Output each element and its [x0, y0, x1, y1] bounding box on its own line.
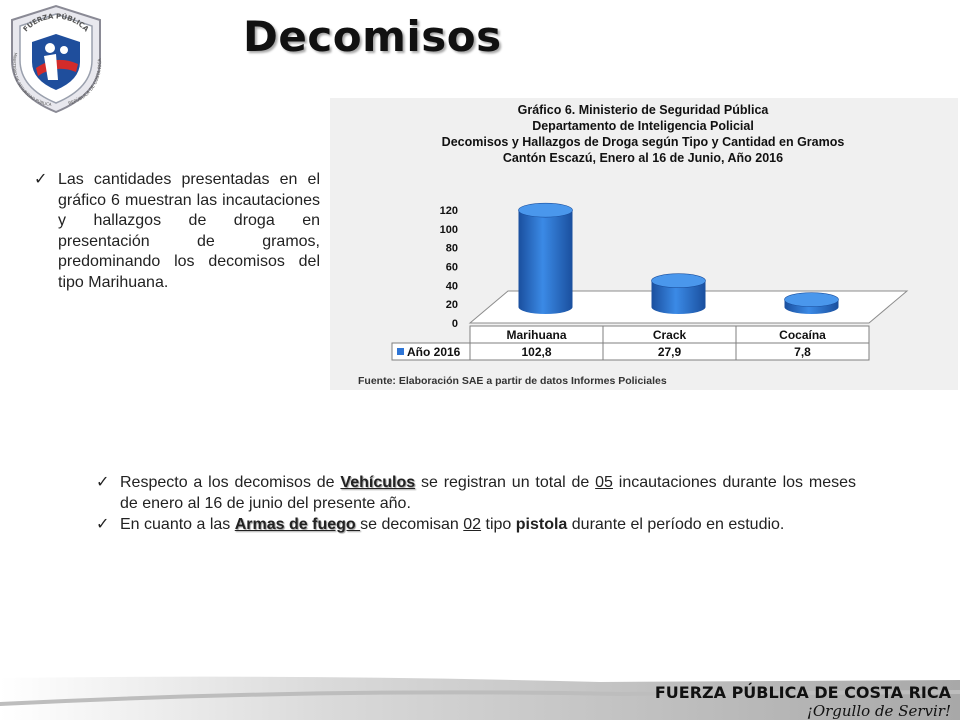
bar-top: [652, 274, 706, 288]
y-tick-label: 60: [445, 261, 458, 274]
logo-arc-right: REPÚBLICA DE COSTA RICA: [67, 58, 104, 107]
data-label: 7,8: [794, 345, 811, 359]
category-label: Cocaína: [779, 328, 826, 342]
y-tick-label: 0: [451, 318, 458, 330]
left-bullet-item: [30, 170, 320, 293]
checkmark-icon: ✓: [96, 516, 110, 533]
bar-top: [519, 203, 573, 217]
bullet-text: Respecto a los decomisos de: [120, 474, 341, 491]
bullet-text: se registran un total de: [415, 474, 596, 491]
weapon-type: pistola: [515, 516, 568, 533]
logo-arc-top: FUERZA PÚBLICA: [21, 12, 91, 34]
checkmark-icon: ✓: [96, 474, 110, 491]
highlight-armas: Armas de fuego: [234, 516, 361, 533]
count-vehiculos: 05: [595, 474, 613, 491]
footer-org-name: FUERZA PÚBLICA DE COSTA RICA: [654, 683, 951, 702]
legend-series-name: Año 2016: [407, 345, 461, 359]
bar-cocaína: [785, 293, 839, 314]
y-tick-label: 120: [439, 205, 458, 217]
legend-swatch: [397, 348, 404, 355]
bar-marihuana: [519, 203, 573, 314]
bullet-vehiculos: [92, 472, 856, 514]
fuerza-publica-logo: [2, 2, 110, 114]
y-tick-label: 20: [445, 299, 458, 312]
bar-body: [519, 210, 573, 314]
bullet-text: se decomisan: [360, 516, 464, 533]
chart-title-line: Decomisos y Hallazgos de Droga según Tipo y Cantidad en Gramos: [441, 135, 845, 149]
chart-title-line: Gráfico 6. Ministerio de Seguridad Pública: [517, 103, 769, 117]
left-bullet-list: [30, 170, 320, 293]
category-label: Marihuana: [506, 328, 567, 342]
chart-source-note: Fuente: Elaboración SAE a partir de datos Informes Policiales: [358, 375, 667, 387]
bullet-text: En cuanto a las: [120, 516, 235, 533]
checkmark-icon: ✓: [34, 171, 48, 188]
bar-top: [785, 293, 839, 307]
logo-arc-left: MINISTERIO DE SEGURIDAD PÚBLICA: [11, 52, 52, 107]
bullet-armas: [92, 514, 856, 535]
bar-chart: [330, 98, 958, 390]
highlight-vehiculos: Vehículos: [340, 474, 416, 491]
data-label: 27,9: [657, 345, 682, 359]
chart-panel: [330, 98, 958, 390]
chart-title-line: Cantón Escazú, Enero al 16 de Junio, Año 2016: [502, 151, 784, 165]
data-label: 102,8: [521, 345, 552, 359]
left-paragraph-text: Las cantidades presentadas en el gráfico 6 muestran las incautaciones y hallazgos de droga en presentación de gramos, predominando los decomisos del tipo Marihuana.: [58, 171, 320, 291]
footer-bar: [0, 672, 960, 720]
bullet-text: tipo: [481, 516, 516, 533]
chart-title-line: Departamento de Inteligencia Policial: [532, 119, 754, 133]
y-tick-label: 40: [445, 280, 458, 293]
count-armas: 02: [463, 516, 482, 533]
bullet-text: durante el período en estudio.: [567, 516, 785, 533]
y-tick-label: 80: [445, 242, 458, 255]
y-tick-label: 100: [439, 223, 458, 236]
page-title: Decomisos: [243, 12, 502, 61]
category-label: Crack: [652, 328, 687, 342]
footer-slogan: ¡Orgullo de Servir!: [806, 702, 951, 720]
bottom-bullet-list: [92, 472, 856, 535]
bar-crack: [652, 274, 706, 314]
bullet-text: incautaciones durante los meses de enero al 16 de junio del presente año.: [120, 474, 857, 512]
